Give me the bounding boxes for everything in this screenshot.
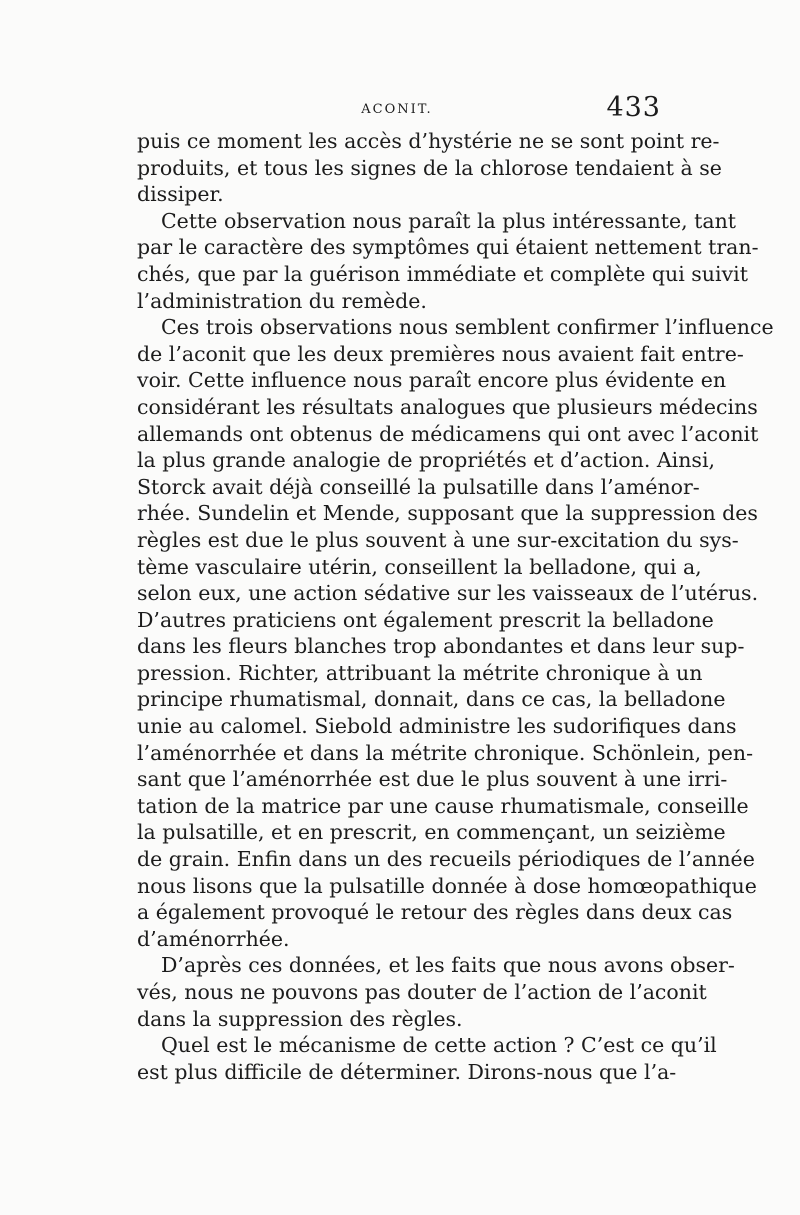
text-line: l’aménorrhée et dans la métrite chronique. Schönlein, pen- <box>137 740 754 765</box>
text-line: Cette observation nous paraît la plus intéressante, tant <box>161 208 737 233</box>
text-line: Storck avait déjà conseillé la pulsatille dans l’aménor- <box>137 474 700 499</box>
text-line: voir. Cette influence nous paraît encore plus évidente en <box>137 368 727 393</box>
text-line: nous lisons que la pulsatille donnée à dose homœopathique <box>137 873 757 898</box>
text-line: tation de la matrice par une cause rhumatismale, conseille <box>137 793 749 818</box>
text-line: règles est due le plus souvent à une sur-excitation du sys- <box>137 527 739 552</box>
text-line: a également provoqué le retour des règles dans deux cas <box>137 900 733 925</box>
text-line: considérant les résultats analogues que plusieurs médecins <box>137 394 758 419</box>
page-number: 433 <box>606 92 661 123</box>
text-line: tème vasculaire utérin, conseillent la belladone, qui a, <box>137 554 702 579</box>
text-line: de l’aconit que les deux premières nous avaient fait entre- <box>137 341 744 366</box>
text-line: Quel est le mécanisme de cette action ? C’est ce qu’il <box>161 1033 717 1058</box>
text-line: sant que l’aménorrhée est due le plus souvent à une irri- <box>137 767 728 792</box>
text-line: produits, et tous les signes de la chlorose tendaient à se <box>137 155 722 180</box>
text-line: allemands ont obtenus de médicamens qui ont avec l’aconit <box>137 421 759 446</box>
text-line: puis ce moment les accès d’hystérie ne se sont point re- <box>137 129 720 153</box>
body-text <box>137 128 774 1085</box>
text-line: par le caractère des symptômes qui étaient nettement tran- <box>137 235 759 260</box>
text-line: dans les fleurs blanches trop abondantes et dans leur sup- <box>137 634 745 659</box>
text-line: la plus grande analogie de propriétés et d’action. Ainsi, <box>137 448 716 473</box>
running-title: ACONIT. <box>361 102 433 117</box>
text-line: chés, que par la guérison immédiate et complète qui suivit <box>137 261 748 286</box>
text-line: D’après ces données, et les faits que nous avons obser- <box>161 953 735 978</box>
text-line: unie au calomel. Siebold administre les sudorifiques dans <box>137 714 737 739</box>
page-header <box>137 92 661 128</box>
text-line: rhée. Sundelin et Mende, supposant que la suppression des <box>137 501 758 526</box>
text-line: de grain. Enfin dans un des recueils périodiques de l’année <box>137 847 755 872</box>
text-line: dissiper. <box>137 182 224 207</box>
text-line: l’administration du remède. <box>137 288 427 313</box>
text-line: principe rhumatismal, donnait, dans ce cas, la belladone <box>137 687 726 712</box>
text-line: Ces trois observations nous semblent confirmer l’influence <box>161 315 774 340</box>
text-line: d’aménorrhée. <box>137 926 290 951</box>
text-line: la pulsatille, et en prescrit, en commençant, un seizième <box>137 820 726 845</box>
text-line: pression. Richter, attribuant la métrite chronique à un <box>137 660 703 685</box>
text-line: D’autres praticiens ont également prescrit la belladone <box>137 607 714 632</box>
text-line: dans la suppression des règles. <box>137 1006 463 1031</box>
text-line: selon eux, une action sédative sur les vaisseaux de l’utérus. <box>137 581 759 606</box>
text-line: vés, nous ne pouvons pas douter de l’action de l’aconit <box>137 980 707 1004</box>
text-line: est plus difficile de déterminer. Dirons-nous que l’a- <box>137 1059 677 1084</box>
